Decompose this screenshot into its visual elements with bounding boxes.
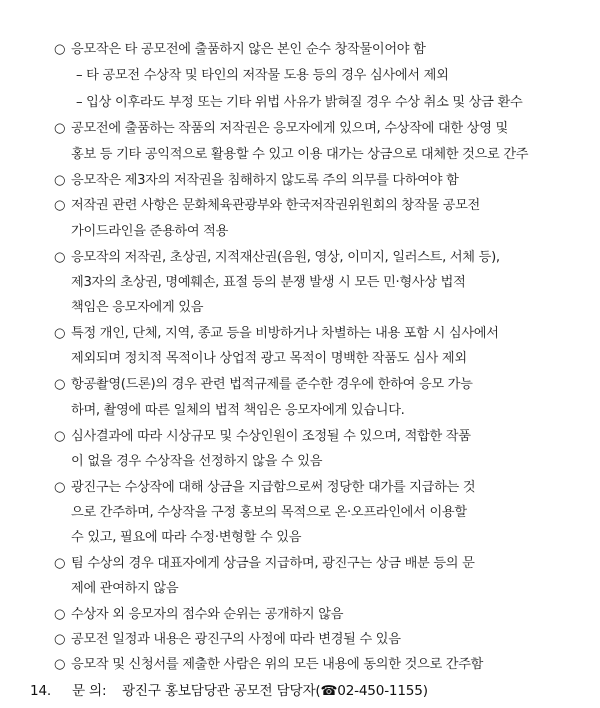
notice-item-11-line-1: ○ 수상자 외 응모자의 점수와 순위는 공개하지 않음 [54,605,343,625]
bullet-icon: ○ [54,632,66,647]
notice-item-4-line-1: ○ 저작권 관련 사항은 문화체육관광부와 한국저작권위원회의 창작물 공모전 [54,196,480,216]
section-number: 14. [30,683,52,699]
contact-text: 광진구 홍보담당관 공모전 담당자(☎02-450-1155) [122,683,428,699]
notice-item-3-line-1: ○ 응모작은 제3자의 저작권을 침해하지 않도록 주의 의무를 다하여야 함 [54,171,459,191]
notice-item-6-line-2: 제외되며 정치적 목적이나 상업적 광고 목적이 명백한 작품도 심사 제외 [71,351,467,366]
notice-item-9-line-3: 수 있고, 필요에 따라 수정·변형할 수 있음 [71,530,302,545]
notice-item-9-line-2: 으로 간주하며, 수상작을 구정 홍보의 목적으로 온·오프라인에서 이용할 [71,505,467,520]
notice-item-4-line-2: 가이드라인을 준용하여 적용 [71,224,229,239]
notice-item-7-line-1: ○ 항공촬영(드론)의 경우 관련 법적규제를 준수한 경우에 한하여 응모 가능 [54,375,473,395]
bullet-icon: ○ [54,556,66,571]
bullet-icon: ○ [54,657,66,672]
notice-item-8-line-1: ○ 심사결과에 따라 시상규모 및 수상인원이 조정될 수 있으며, 적합한 작품 [54,427,471,447]
contact-label: 문 의: [72,683,107,699]
bullet-icon: ○ [54,326,66,341]
notice-item-1-line-1: ○ 응모작은 타 공모전에 출품하지 않은 본인 순수 창작물이어야 함 [54,40,426,60]
notice-item-2-line-2: 홍보 등 기타 공익적으로 활용할 수 있고 이용 대가는 상금으로 대체한 것으로 간주 [71,147,529,162]
bullet-icon: ○ [54,377,66,392]
notice-item-6-line-1: ○ 특정 개인, 단체, 지역, 종교 등을 비방하거나 차별하는 내용 포함 시 심사에서 [54,324,499,344]
notice-item-5-line-2: 제3자의 초상권, 명예훼손, 표절 등의 분쟁 발생 시 모든 민·형사상 법적 [71,275,466,290]
notice-item-2-line-1: ○ 공모전에 출품하는 작품의 저작권은 응모자에게 있으며, 수상작에 대한 상영 및 [54,119,508,139]
notice-item-1-sub-2: – 입상 이후라도 부정 또는 기타 위법 사유가 밝혀질 경우 수상 취소 및 상금 환수 [76,95,523,110]
notice-item-1-sub-1: – 타 공모전 수상작 및 타인의 저작물 도용 등의 경우 심사에서 제외 [76,68,449,83]
notice-item-12-line-1: ○ 공모전 일정과 내용은 광진구의 사정에 따라 변경될 수 있음 [54,630,401,650]
bullet-icon: ○ [54,42,66,57]
notice-item-9-line-1: ○ 광진구는 수상작에 대해 상금을 지급함으로써 정당한 대가를 지급하는 것 [54,478,475,498]
notice-item-7-line-2: 하며, 촬영에 따른 일체의 법적 책임은 응모자에게 있습니다. [71,403,405,418]
notice-item-13-line-1: ○ 응모작 및 신청서를 제출한 사람은 위의 모든 내용에 동의한 것으로 간주함 [54,655,483,675]
notice-item-10-line-2: 제에 관여하지 않음 [71,581,179,596]
notice-item-5-line-1: ○ 응모작의 저작권, 초상권, 지적재산권(음원, 영상, 이미지, 일러스트, 서체 등), [54,248,500,268]
bullet-icon: ○ [54,173,66,188]
contact-line [30,681,428,701]
bullet-icon: ○ [54,250,66,265]
bullet-icon: ○ [54,480,66,495]
bullet-icon: ○ [54,607,66,622]
bullet-icon: ○ [54,429,66,444]
bullet-icon: ○ [54,198,66,213]
bullet-icon: ○ [54,121,66,136]
notice-item-10-line-1: ○ 팀 수상의 경우 대표자에게 상금을 지급하며, 광진구는 상금 배분 등의 문 [54,554,475,574]
notice-item-8-line-2: 이 없을 경우 수상작을 선정하지 않을 수 있음 [71,454,323,469]
notice-item-5-line-3: 책임은 응모자에게 있음 [71,300,204,315]
